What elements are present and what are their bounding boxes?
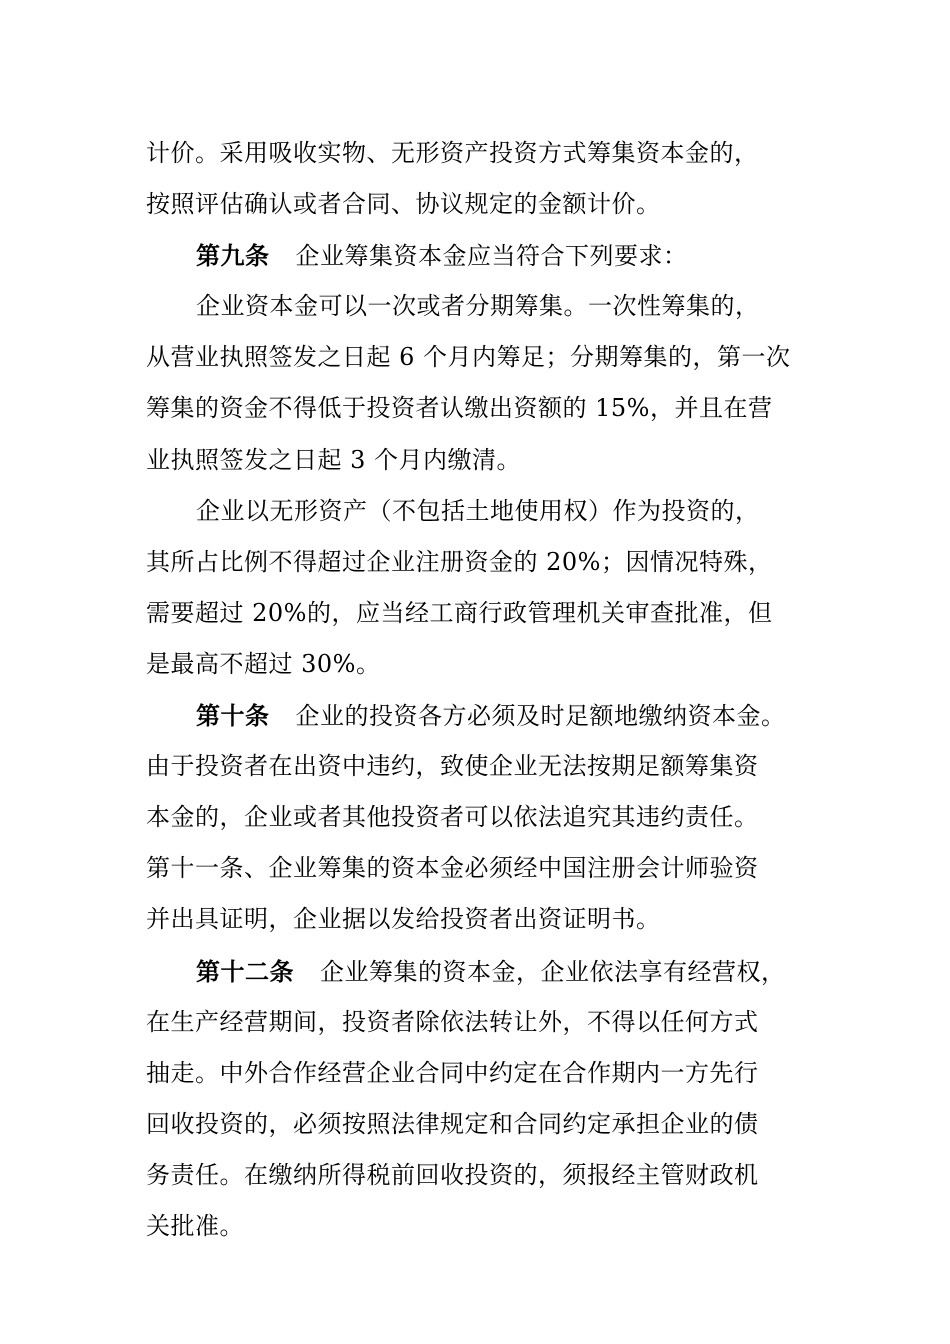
paragraph-intangible-assets [146,486,826,690]
text-line: 按照评估确认或者合同、协议规定的金额计价。 [146,190,661,219]
text-line: 筹集的资金不得低于投资者认缴出资额的 15%，并且在营 [146,394,773,423]
text-line: 第十一条、企业筹集的资本金必须经中国注册会计师验资 [146,854,759,883]
text-line: 务责任。在缴纳所得税前回收投资的，须报经主管财政机 [146,1160,759,1189]
article-9 [146,230,826,281]
text-line: 抽走。中外合作经营企业合同中约定在合作期内一方先行 [146,1058,759,1087]
text-line: 企业资本金可以一次或者分期筹集。一次性筹集的， [196,292,760,321]
text-line [146,230,826,281]
text-line: 关批准。 [146,1211,244,1240]
text-line: 是最高不超过 30%。 [146,649,381,678]
text-line: 在生产经营期间，投资者除依法转让外，不得以任何方式 [146,1007,759,1036]
article-text: 企业筹集资本金应当符合下列要求： [295,242,688,271]
article-heading: 第十二条 [196,956,294,986]
article-text: 企业筹集的资本金，企业依法享有经营权， [320,957,786,986]
text-line: 业执照签发之日起 3 个月内缴清。 [146,445,522,474]
text-line: 本金的，企业或者其他投资者可以依法追究其违约责任。 [146,803,759,832]
article-heading: 第九条 [196,241,270,271]
text-line: 计价。采用吸收实物、无形资产投资方式筹集资本金的， [146,139,759,167]
article-text: 企业的投资各方必须及时足额地缴纳资本金。 [295,702,786,731]
article-12 [146,946,826,1253]
document-page [146,128,826,1252]
text-line: 回收投资的，必须按照法律规定和合同约定承担企业的债 [146,1109,759,1138]
text-line: 并出具证明，企业据以发给投资者出资证明书。 [146,905,661,934]
article-11 [146,843,826,945]
text-line: 企业以无形资产（不包括土地使用权）作为投资的， [196,496,760,525]
text-line: 从营业执照签发之日起 6 个月内筹足；分期筹集的，第一次 [146,343,791,372]
article-10 [146,690,826,843]
text-line: 需要超过 20%的，应当经工商行政管理机关审查批准，但 [146,598,773,627]
text-line [146,946,826,997]
text-line: 其所占比例不得超过企业注册资金的 20%；因情况特殊， [146,547,773,576]
text-line: 由于投资者在出资中违约，致使企业无法按期足额筹集资 [146,752,759,781]
article-heading: 第十条 [196,701,270,731]
text-line [146,690,826,741]
paragraph-valuation [146,128,826,230]
paragraph-capital-raising [146,281,826,485]
